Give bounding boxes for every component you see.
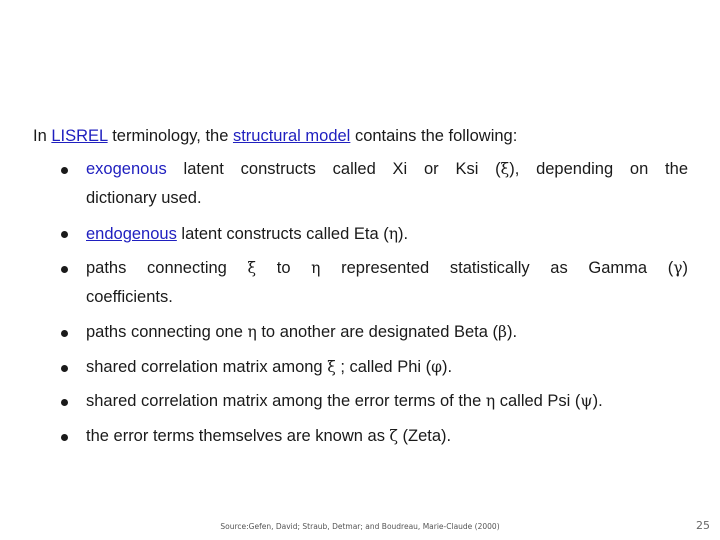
list-item-segment: ). [441,358,453,376]
bullet-icon [61,365,68,372]
list-item-text [86,254,688,312]
bullet-icon [61,330,68,337]
list-item-text [86,387,688,416]
list-item-text [86,318,688,347]
list-item-text [86,155,688,213]
xi-symbol: ξ [500,160,510,178]
list-item-line: coefficients. [86,288,173,306]
list-item-segment: ), depending on the [509,160,688,178]
list-item-segment: ). [506,323,518,341]
list-item-segment: paths connecting [86,259,248,277]
list-item-segment: shared correlation matrix among the error terms of the [86,392,486,410]
list-item-segment: ). [592,392,603,410]
bullet-icon [61,266,68,273]
exogenous-term: exogenous [86,160,167,178]
eta-symbol: η [485,392,496,410]
source-citation: Source:Gefen, David; Straub, Detmar; and Boudreau, Marie-Claude (2000) [220,522,500,531]
list-item-segment: latent constructs called Eta ( [176,225,389,243]
phi-symbol: φ [431,358,442,376]
list-item-segment: to another are designated Beta ( [256,323,499,341]
list-item-segment: latent constructs called Xi or Ksi ( [166,160,501,178]
list-item-segment: the error terms themselves are known as [86,427,390,445]
list-item-segment: called Psi ( [495,392,581,410]
bullet-icon [61,434,68,441]
bullet-icon [61,231,68,238]
list-item-text [86,422,688,451]
intro-suffix: contains the following: [350,127,518,145]
page-number: 25 [696,519,710,532]
list-item-segment: ) [682,259,688,277]
list-item-line [86,254,688,283]
list-item-segment: to [256,259,312,277]
list-item-segment: (Zeta). [397,427,452,445]
list-item-line [86,155,688,184]
xi-symbol: ξ [327,358,336,376]
gamma-symbol: γ [673,259,683,277]
list-item-line: dictionary used. [86,189,202,207]
psi-symbol: ψ [580,392,593,410]
bullet-icon [61,167,68,174]
bullet-icon [61,399,68,406]
endogenous-link[interactable]: endogenous [86,225,177,243]
list-item-text [86,353,688,382]
structural-model-link[interactable]: structural model [232,127,351,145]
beta-symbol: β [498,323,507,341]
list-item-text [86,220,688,249]
list-item-segment: paths connecting one [86,323,248,341]
xi-symbol: ξ [247,259,257,277]
list-item-segment: ). [398,225,409,243]
eta-symbol: η [311,259,321,277]
list-item-segment: shared correlation matrix among [86,358,328,376]
eta-symbol: η [247,323,257,341]
list-item-segment: represented statistically as Gamma ( [320,259,674,277]
list-item-segment: ; called Phi ( [335,358,432,376]
eta-symbol: η [388,225,398,243]
intro-prefix: In [33,127,52,145]
intro-middle: terminology, the [107,127,233,145]
lisrel-link[interactable]: LISREL [51,127,108,145]
zeta-symbol: ζ [389,427,398,445]
